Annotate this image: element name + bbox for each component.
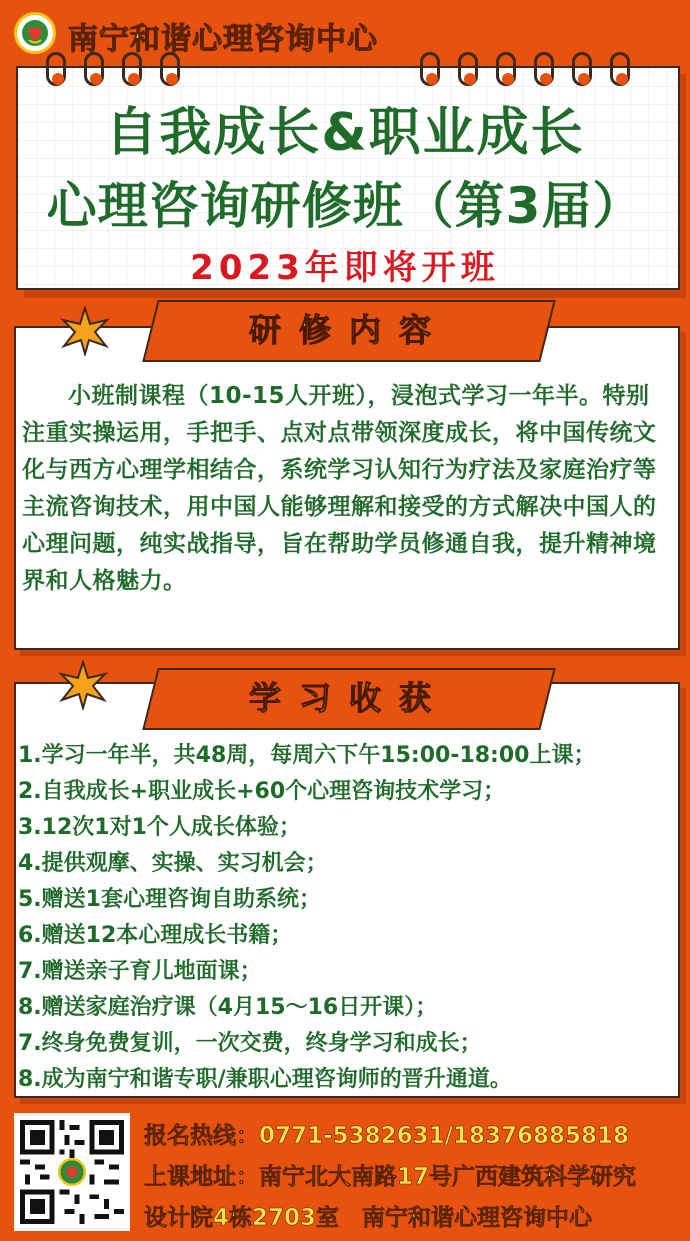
binder-ring-icon [46, 52, 66, 86]
list-item: 7.赠送亲子育儿地面课； [18, 959, 262, 984]
star-icon [60, 306, 110, 356]
list-item: 7.终身免费复训，一次交费，终身学习和成长； [18, 1031, 482, 1056]
list-item: 1.学习一年半，共48周，每周六下午15:00-18:00上课； [18, 743, 596, 768]
list-item: 3.12次1对1个人成长体验； [18, 815, 301, 840]
list-item: 8.赠送家庭治疗课（4月15～16日开课）； [18, 995, 438, 1020]
binder-ring-icon [572, 52, 592, 86]
section-content-paragraph: 小班制课程（10-15人开班），浸泡式学习一年半。特别注重实操运用，手把手、点对点带领深度成长，将中国传统文化与西方心理学相结合，系统学习认知行为疗法及家庭治疗等主流咨询技术，用中国人能够理解和接受的方式解决中国人的心理问题，纯实战指导，旨在帮助学员修通自我，提升精神境界和人格魅力。 [22, 383, 657, 594]
binder-ring-icon [458, 52, 478, 86]
address-line1: 上课地址：南宁北大南路17号广西建筑科学研究 [144, 1164, 637, 1190]
list-item: 2.自我成长+职业成长+60个心理咨询技术学习； [18, 779, 506, 804]
hotline-text: 报名热线：0771-5382631/18376885818 [144, 1123, 630, 1149]
section-content-heading: 研修内容 [248, 311, 449, 349]
binder-ring-icon [420, 52, 440, 86]
opening-year-subtitle: 2023年即将开班 [190, 248, 500, 288]
qr-code[interactable] [14, 1113, 130, 1231]
list-item: 5.赠送1套心理咨询自助系统； [18, 887, 321, 912]
main-title-line1: 自我成长&职业成长 [105, 103, 585, 163]
list-item: 4.提供观摩、实操、实习机会； [18, 851, 328, 876]
binder-ring-icon [496, 52, 516, 86]
binder-ring-icon [84, 52, 104, 86]
binder-ring-icon [122, 52, 142, 86]
logo-emblem-icon [14, 12, 56, 54]
binder-ring-icon [610, 52, 630, 86]
list-item: 6.赠送12本心理成长书籍； [18, 923, 293, 948]
list-item: 8.成为南宁和谐专职/兼职心理咨询师的晋升通道。 [18, 1067, 512, 1092]
binder-ring-icon [160, 52, 180, 86]
address-line2: 设计院4栋2703室 南宁和谐心理咨询中心 [144, 1205, 593, 1231]
binder-ring-icon [534, 52, 554, 86]
org-name: 南宁和谐心理咨询中心 [68, 22, 378, 57]
gains-list [18, 738, 688, 1098]
section-gains-heading: 学习收获 [248, 679, 449, 717]
star-icon [58, 660, 108, 710]
main-title-line2: 心理咨询研修班（第3届） [46, 177, 644, 235]
